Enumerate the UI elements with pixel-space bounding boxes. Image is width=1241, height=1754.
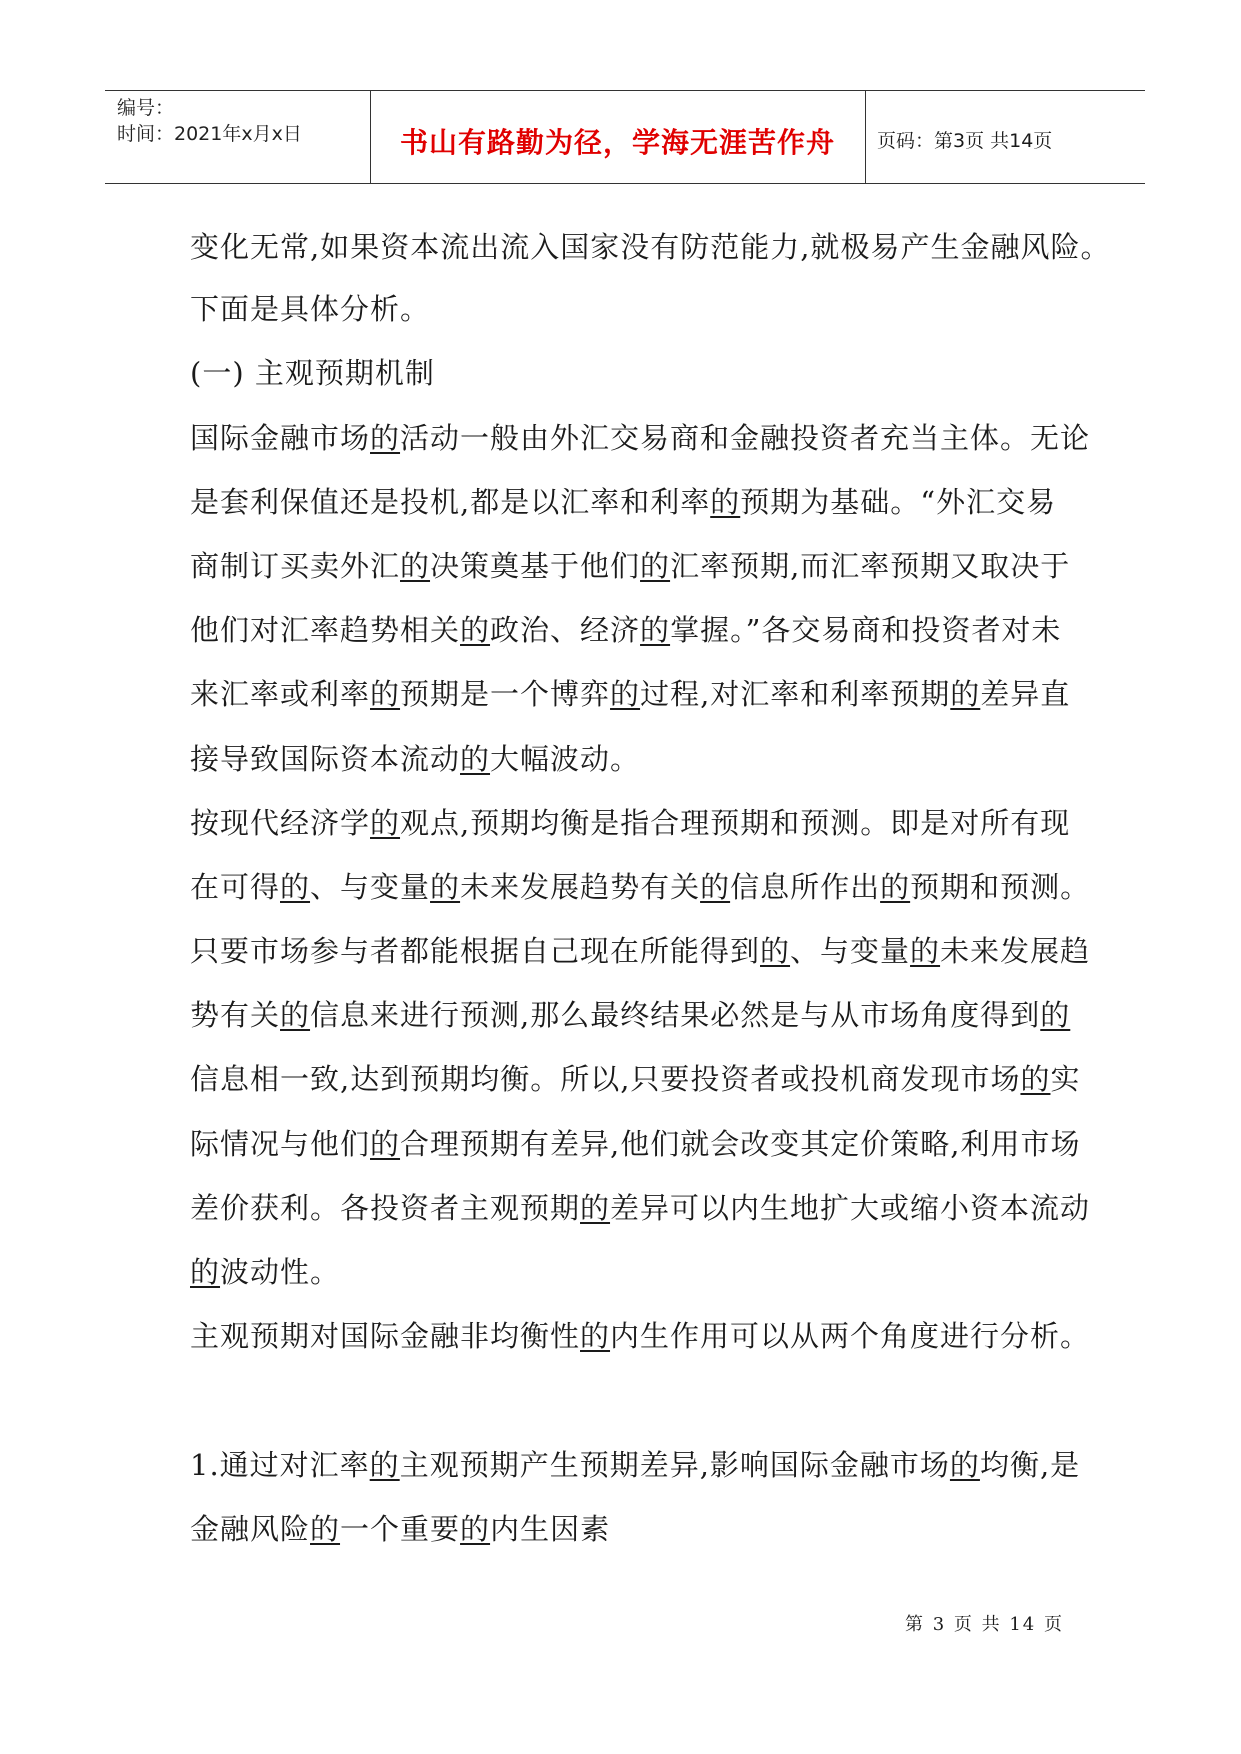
- header-motto-cell: [370, 91, 866, 183]
- body-line-4: 国际金融市场的活动一般由外汇交易商和金融投资者充当主体。无论: [190, 421, 1091, 455]
- body-line-18: 主观预期对国际金融非均衡性的内生作用可以从两个角度进行分析。: [190, 1319, 1091, 1353]
- body-line-16: 差价获利。各投资者主观预期的差异可以内生地扩大或缩小资本流动: [190, 1191, 1091, 1225]
- body-line-6: 商制订买卖外汇的决策奠基于他们的汇率预期,而汇率预期又取决于: [190, 549, 1071, 583]
- body-line-9: 接导致国际资本流动的大幅波动。: [190, 742, 641, 776]
- body-line-13: 势有关的信息来进行预测,那么最终结果必然是与从市场角度得到的: [190, 998, 1071, 1032]
- document-header: [105, 90, 1145, 184]
- body-line-15: 际情况与他们的合理预期有差异,他们就会改变其定价策略,利用市场: [190, 1127, 1081, 1161]
- body-line-5: 是套利保值还是投机,都是以汇率和利率的预期为基础。“外汇交易: [190, 485, 1057, 519]
- motto-text: 书山有路勤为径，学海无涯苦作舟: [399, 126, 835, 159]
- body-line-11: 在可得的、与变量的未来发展趋势有关的信息所作出的预期和预测。: [190, 870, 1091, 904]
- body-line-7: 他们对汇率趋势相关的政治、经济的掌握。”各交易商和投资者对未: [190, 613, 1062, 647]
- subheading-line-1: 1.通过对汇率的主观预期产生预期差异,影响国际金融市场的均衡,是: [190, 1448, 1081, 1482]
- body-line-10: 按现代经济学的观点,预期均衡是指合理预期和预测。即是对所有现: [190, 806, 1071, 840]
- section-heading: (一) 主观预期机制: [190, 356, 435, 390]
- header-page-cell: [865, 91, 1145, 183]
- body-line-17: 的波动性。: [190, 1255, 341, 1289]
- body-line-8: 来汇率或利率的预期是一个博弈的过程,对汇率和利率预期的差异直: [190, 677, 1071, 711]
- body-line-2: 下面是具体分析。: [190, 292, 431, 326]
- header-meta-cell: [105, 91, 371, 183]
- subheading-line-2: 金融风险的一个重要的内生因素: [190, 1512, 611, 1546]
- document-number-label: 编号：: [117, 97, 175, 119]
- header-page-info: 页码：第3页 共14页: [877, 130, 1053, 152]
- body-line-12: 只要市场参与者都能根据自己现在所能得到的、与变量的未来发展趋: [190, 934, 1091, 968]
- body-line-14: 信息相一致,达到预期均衡。所以,只要投资者或投机商发现市场的实: [190, 1062, 1081, 1096]
- document-time-label: 时间：2021年x月x日: [117, 123, 302, 145]
- page-footer: 第 3 页 共 14 页: [905, 1614, 1064, 1635]
- body-line-1: 变化无常,如果资本流出流入国家没有防范能力,就极易产生金融风险。: [190, 230, 1111, 264]
